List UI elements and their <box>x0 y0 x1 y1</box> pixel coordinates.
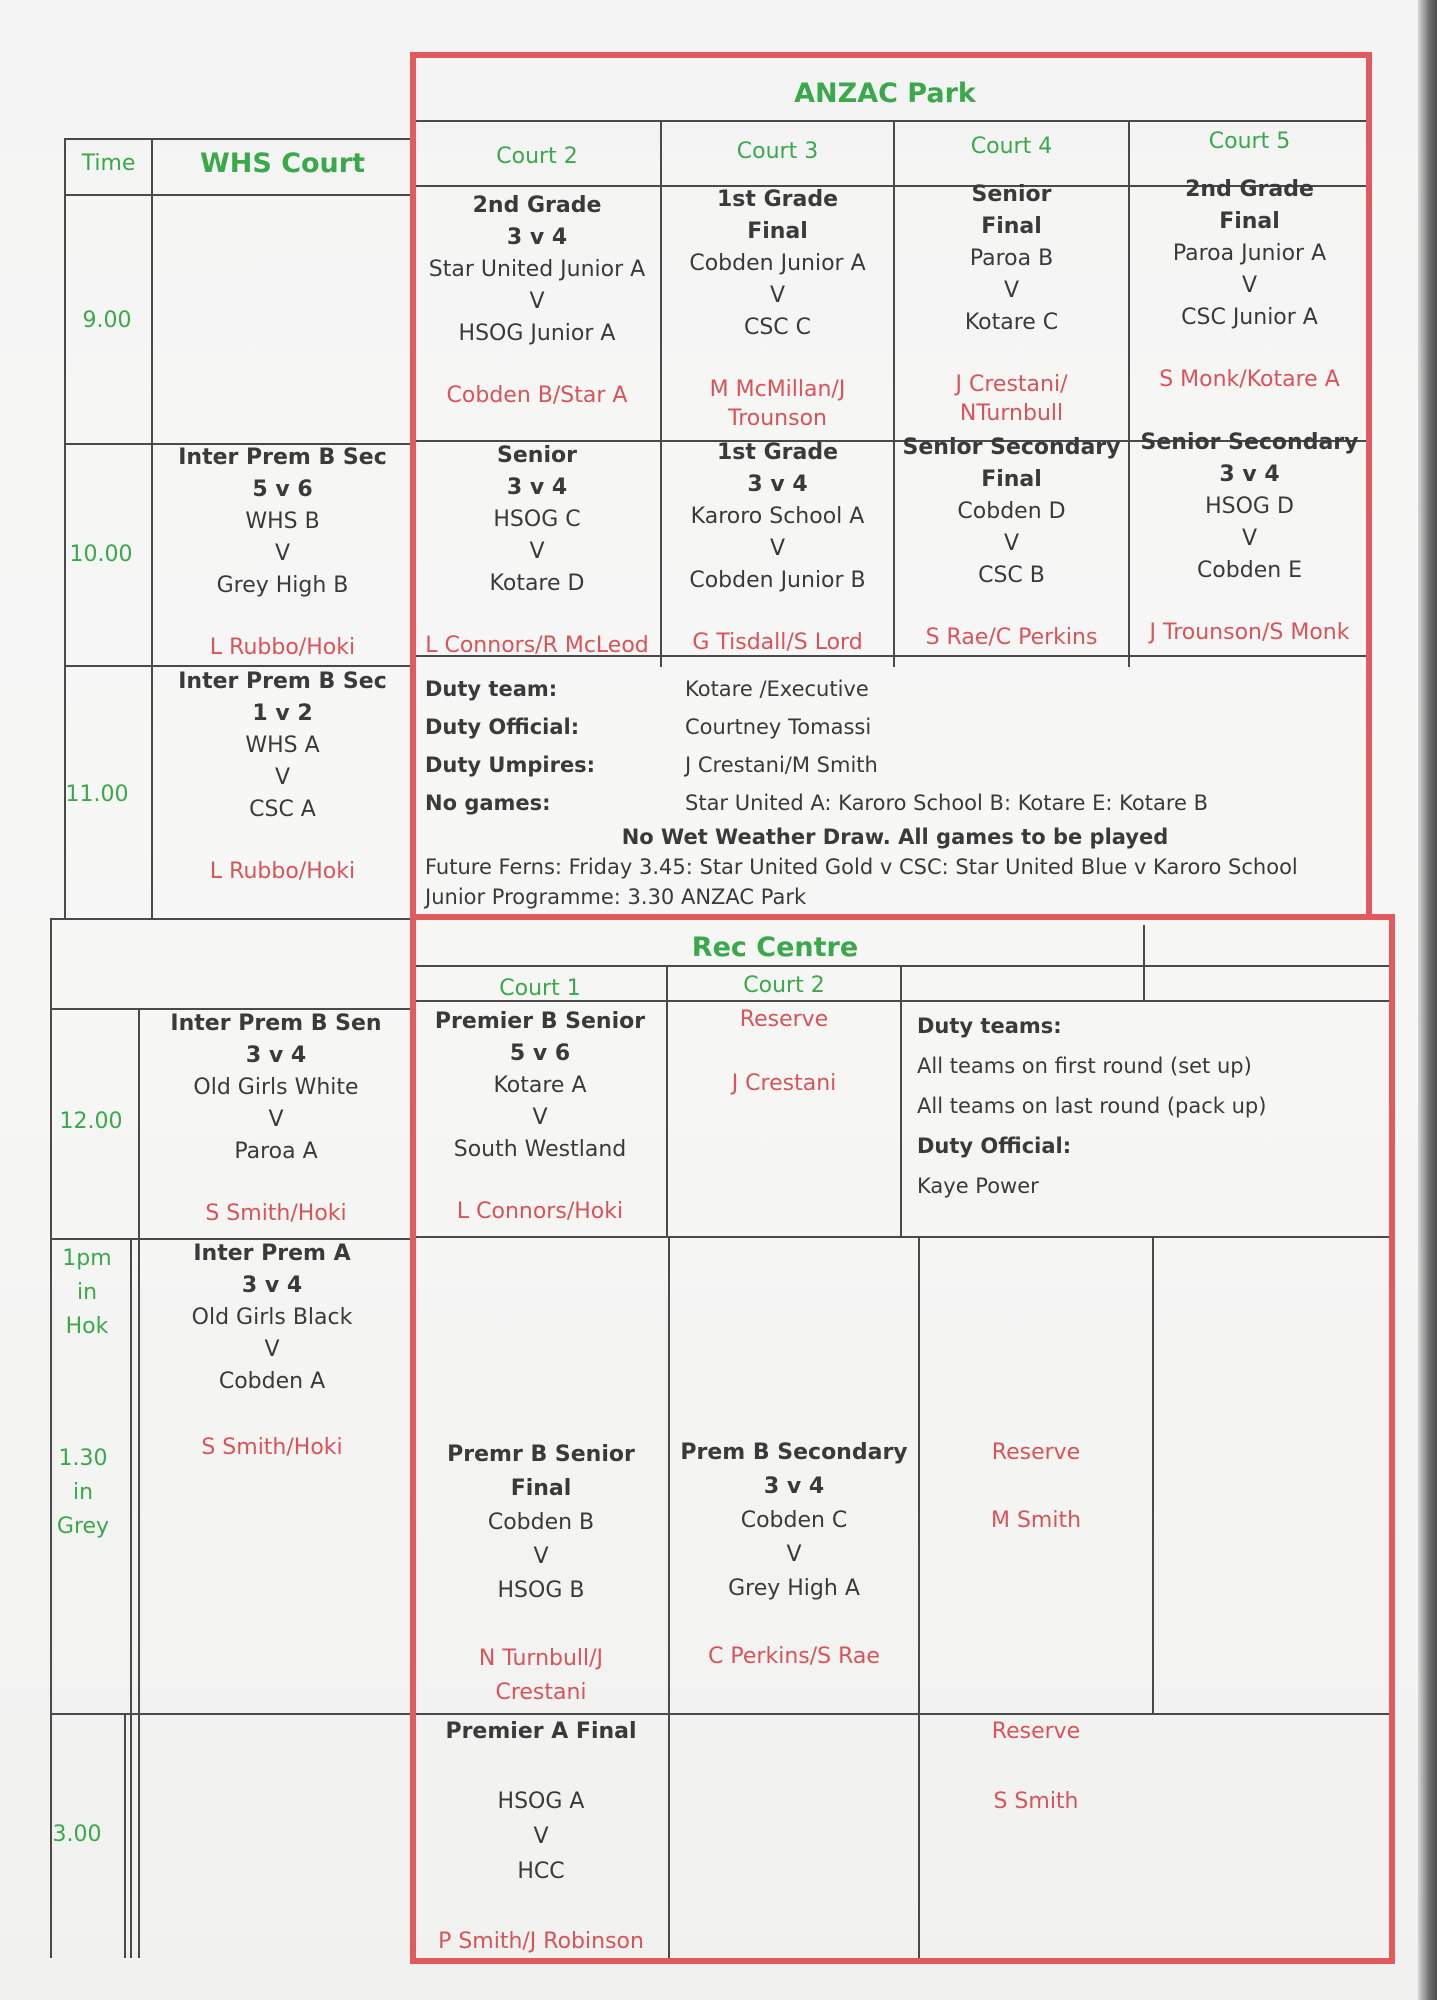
reserve-3: Reserve S Smith <box>991 1719 1081 1814</box>
time-3: 3.00 <box>52 1822 102 1847</box>
time-header: Time <box>81 151 136 176</box>
rec-centre-title: Rec Centre <box>691 932 859 963</box>
game-12-whs: Inter Prem B Sen 3 v 4 Old Girls White V Paroa A S Smith/Hoki <box>170 1011 382 1226</box>
rec-court1-header: Court 1 <box>499 976 581 1001</box>
game-10-court2: Senior 3 v 4 HSOG C V Kotare D L Connors/R McLeod <box>425 443 649 658</box>
game-10-court4: Senior Secondary Final Cobden D V CSC B S Rae/C Perkins <box>902 435 1121 650</box>
game-10-court5: Senior Secondary 3 v 4 HSOG D V Cobden E J Trounson/S Monk <box>1140 430 1359 645</box>
game-130-rec-court1: Premr B Senior Final Cobden B V HSOG B N Turnbull/J Crestani <box>447 1442 635 1705</box>
game-11-whs: Inter Prem B Sec 1 v 2 WHS A V CSC A L Rubbo/Hoki <box>178 669 387 884</box>
time-1pm: 1pm in Hok <box>62 1246 112 1339</box>
court3-header: Court 3 <box>736 139 819 164</box>
time-12: 12.00 <box>59 1109 123 1134</box>
game-9-court2: 2nd Grade 3 v 4 Star United Junior A V HSOG Junior A Cobden B/Star A <box>428 193 646 408</box>
court5-header: Court 5 <box>1208 129 1291 154</box>
game-10-whs: Inter Prem B Sec 5 v 6 WHS B V Grey High B L Rubbo/Hoki <box>178 445 387 660</box>
game-1pm-hok: Inter Prem A 3 v 4 Old Girls Black V Cobden A S Smith/Hoki <box>191 1241 353 1460</box>
game-12-rec-court1: Premier B Senior 5 v 6 Kotare A V South Westland L Connors/Hoki <box>434 1009 646 1224</box>
reserve-12-rec-court2: Reserve J Crestani <box>731 1007 837 1096</box>
anzac-park-title: ANZAC Park <box>794 78 976 109</box>
court4-header: Court 4 <box>970 134 1053 159</box>
game-10-court3: 1st Grade 3 v 4 Karoro School A V Cobden Junior B G Tisdall/S Lord <box>689 440 866 655</box>
game-130-rec-court2: Prem B Secondary 3 v 4 Cobden C V Grey High A C Perkins/S Rae <box>680 1440 908 1669</box>
paper-edge-shadow <box>1418 0 1437 2000</box>
time-10: 10.00 <box>69 542 133 567</box>
time-11: 11.00 <box>65 782 129 807</box>
game-9-court5: 2nd Grade Final Paroa Junior A V CSC Junior A S Monk/Kotare A <box>1159 177 1340 392</box>
rec-duty-info: Duty teams: All teams on first round (set up) All teams on last round (pack up) Duty Official: Kaye Power <box>917 1014 1267 1198</box>
whs-court-header: WHS Court <box>199 148 366 179</box>
reserve-130: Reserve M Smith <box>990 1440 1082 1533</box>
anzac-duty-info: Duty team: Kotare /Executive Duty Official: Courtney Tomassi Duty Umpires: J Crestani/M Smith No games: Star United A: Karoro School B: Kotare E: Kotare B No Wet Weather Draw. All games to be played Future Ferns: Friday 3.45: Star United Gold v CSC: Star United Blue v Karoro School Junior Programme: 3.30 ANZAC Park <box>425 677 1298 909</box>
game-9-court3: 1st Grade Final Cobden Junior A V CSC C M McMillan/J Trounson <box>689 187 866 431</box>
court2-header: Court 2 <box>496 144 578 169</box>
rec-court2-header: Court 2 <box>743 973 825 998</box>
time-9: 9.00 <box>82 308 132 333</box>
game-3-rec-court1: Premier A Final HSOG A V HCC P Smith/J Robinson <box>438 1719 644 1954</box>
game-9-court4: Senior Final Paroa B V Kotare C J Crestani/ NTurnbull <box>955 182 1068 426</box>
time-130: 1.30 in Grey <box>56 1446 110 1539</box>
